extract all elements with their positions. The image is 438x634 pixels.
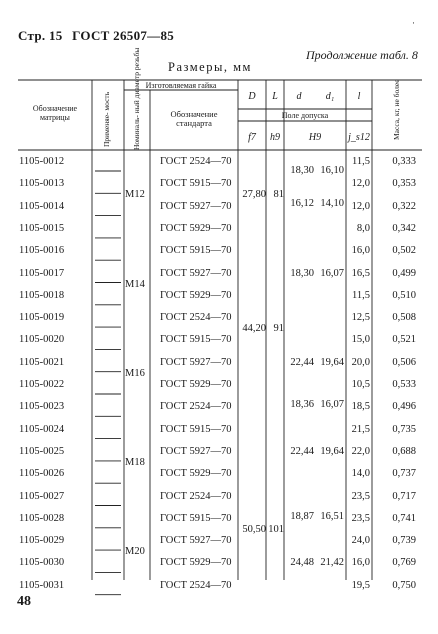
tol-l: j_s12 bbox=[348, 132, 370, 143]
row-designation: 1105-0029 bbox=[19, 535, 65, 547]
row-nut-standard: ГОСТ 5929—70 bbox=[160, 289, 232, 301]
value-L: 91 bbox=[273, 323, 284, 335]
row-l: 22,0 bbox=[351, 445, 370, 457]
value-d1: 19,64 bbox=[320, 356, 344, 368]
value-d: 18,36 bbox=[290, 399, 314, 411]
row-l: 12,5 bbox=[351, 312, 370, 324]
col-header-nut-group: Изготовляемая гайка bbox=[145, 81, 217, 90]
row-l: 19,5 bbox=[351, 579, 370, 591]
value-L: 81 bbox=[273, 189, 284, 201]
value-D: 27,80 bbox=[242, 189, 266, 201]
row-nut-standard: ГОСТ 5915—70 bbox=[160, 512, 232, 524]
row-designation: 1105-0019 bbox=[19, 312, 65, 324]
col-header-nominal-thread: Номиналь- ный диаметр резьбы bbox=[131, 47, 141, 150]
row-designation: 1105-0020 bbox=[19, 334, 65, 346]
row-nut-standard: ГОСТ 5915—70 bbox=[160, 178, 232, 190]
row-nut-standard: ГОСТ 2524—70 bbox=[160, 312, 232, 324]
tolerance-field-label: Поле допуска bbox=[281, 111, 329, 120]
value-d: 18,87 bbox=[290, 510, 314, 522]
row-designation: 1105-0017 bbox=[19, 267, 65, 279]
row-l: 16,0 bbox=[351, 557, 370, 569]
continuation-note: Продолжение табл. 8 bbox=[306, 48, 418, 62]
col-header-designation: Обозначение матрицы bbox=[32, 104, 78, 122]
row-l: 16,5 bbox=[351, 267, 370, 279]
dimensions-caption: Размеры, мм bbox=[168, 60, 252, 74]
value-d: 16,12 bbox=[290, 198, 314, 210]
row-mass: 0,769 bbox=[392, 557, 416, 569]
row-mass: 0,741 bbox=[392, 512, 416, 524]
row-l: 18,5 bbox=[351, 401, 370, 413]
col-header-D: D bbox=[248, 91, 256, 102]
row-l: 15,0 bbox=[351, 334, 370, 346]
value-d: 18,30 bbox=[290, 267, 314, 279]
value-d: 18,30 bbox=[290, 164, 314, 176]
row-l: 10,5 bbox=[351, 379, 370, 390]
corner-mark: · bbox=[412, 18, 415, 28]
value-d: 22,44 bbox=[290, 356, 314, 368]
row-nut-standard: ГОСТ 5929—70 bbox=[160, 468, 232, 480]
thread-diameter: M14 bbox=[125, 278, 145, 290]
row-nut-standard: ГОСТ 5929—70 bbox=[160, 557, 232, 569]
row-designation: 1105-0027 bbox=[19, 490, 65, 502]
row-l: 8,0 bbox=[356, 222, 370, 234]
row-nut-standard: ГОСТ 5915—70 bbox=[160, 334, 232, 346]
row-nut-standard: ГОСТ 2524—70 bbox=[160, 401, 232, 413]
row-nut-standard: ГОСТ 2524—70 bbox=[160, 156, 232, 167]
row-designation: 1105-0014 bbox=[19, 200, 65, 212]
col-header-L: L bbox=[272, 91, 278, 102]
row-mass: 0,735 bbox=[392, 423, 416, 435]
value-D: 50,50 bbox=[242, 523, 266, 535]
row-mass: 0,499 bbox=[392, 267, 416, 279]
row-nut-standard: ГОСТ 5927—70 bbox=[160, 445, 232, 457]
row-mass: 0,533 bbox=[392, 379, 416, 390]
row-designation: 1105-0024 bbox=[19, 423, 65, 435]
row-designation: 1105-0021 bbox=[19, 356, 65, 368]
row-nut-standard: ГОСТ 2524—70 bbox=[160, 490, 232, 502]
row-nut-standard: ГОСТ 5927—70 bbox=[160, 267, 232, 279]
row-l: 16,0 bbox=[351, 245, 370, 257]
row-designation: 1105-0012 bbox=[19, 156, 65, 167]
row-nut-standard: ГОСТ 5929—70 bbox=[160, 222, 232, 234]
row-mass: 0,688 bbox=[392, 445, 416, 457]
row-mass: 0,750 bbox=[392, 579, 416, 591]
row-mass: 0,322 bbox=[392, 200, 416, 212]
row-designation: 1105-0025 bbox=[19, 445, 65, 457]
row-l: 24,0 bbox=[351, 535, 370, 547]
row-nut-standard: ГОСТ 5927—70 bbox=[160, 535, 232, 547]
row-mass: 0,510 bbox=[392, 289, 416, 301]
page-number: 48 bbox=[17, 594, 31, 609]
row-mass: 0,506 bbox=[392, 356, 416, 368]
row-nut-standard: ГОСТ 5929—70 bbox=[160, 379, 232, 390]
row-mass: 0,508 bbox=[392, 312, 416, 324]
row-designation: 1105-0030 bbox=[19, 557, 65, 569]
thread-diameter: M16 bbox=[125, 367, 145, 379]
row-mass: 0,353 bbox=[392, 178, 416, 190]
row-designation: 1105-0015 bbox=[19, 222, 65, 234]
row-l: 23,5 bbox=[351, 512, 370, 524]
row-l: 20,0 bbox=[351, 356, 370, 368]
row-l: 12,0 bbox=[351, 200, 370, 212]
row-mass: 0,521 bbox=[392, 334, 416, 346]
value-d1: 16,10 bbox=[320, 164, 344, 176]
row-nut-standard: ГОСТ 5915—70 bbox=[160, 423, 232, 435]
row-nut-standard: ГОСТ 5915—70 bbox=[160, 245, 232, 257]
row-l: 14,0 bbox=[351, 468, 370, 480]
col-header-d: d bbox=[296, 91, 302, 102]
page-label: Стр. 15 bbox=[18, 28, 63, 43]
value-d1: 16,07 bbox=[320, 267, 344, 279]
row-nut-standard: ГОСТ 2524—70 bbox=[160, 579, 232, 591]
thread-diameter: M12 bbox=[125, 189, 145, 201]
row-nut-standard: ГОСТ 5927—70 bbox=[160, 200, 232, 212]
tol-d-d1: H9 bbox=[308, 132, 322, 143]
col-header-application: Применяе- мость bbox=[101, 91, 111, 147]
row-mass: 0,739 bbox=[392, 535, 416, 547]
row-designation: 1105-0028 bbox=[19, 512, 65, 524]
row-designation: 1105-0013 bbox=[19, 178, 65, 190]
value-d1: 16,51 bbox=[320, 510, 344, 522]
col-header-nut-standard: Обозначение стандарта bbox=[170, 109, 218, 128]
row-designation: 1105-0031 bbox=[19, 579, 65, 591]
value-d1: 14,10 bbox=[320, 198, 344, 210]
row-mass: 0,342 bbox=[392, 222, 416, 234]
value-d: 24,48 bbox=[290, 557, 314, 569]
row-designation: 1105-0016 bbox=[19, 245, 65, 257]
col-header-d1: d₁ bbox=[325, 91, 335, 102]
row-designation: 1105-0023 bbox=[19, 401, 65, 413]
row-mass: 0,496 bbox=[392, 401, 416, 413]
row-l: 11,5 bbox=[352, 289, 370, 301]
value-d: 22,44 bbox=[290, 445, 314, 457]
row-l: 11,5 bbox=[352, 156, 370, 167]
row-l: 23,5 bbox=[351, 490, 370, 502]
col-header-l: l bbox=[357, 91, 361, 102]
row-l: 21,5 bbox=[351, 423, 370, 435]
value-d1: 19,64 bbox=[320, 445, 344, 457]
tol-L: h9 bbox=[270, 132, 280, 143]
row-designation: 1105-0026 bbox=[19, 468, 65, 480]
tol-D: f7 bbox=[248, 132, 256, 143]
value-d1: 16,07 bbox=[320, 399, 344, 411]
standard-number: ГОСТ 26507—85 bbox=[72, 28, 175, 43]
row-nut-standard: ГОСТ 5927—70 bbox=[160, 356, 232, 368]
row-l: 12,0 bbox=[351, 178, 370, 190]
row-mass: 0,502 bbox=[392, 245, 416, 257]
value-D: 44,20 bbox=[242, 323, 266, 335]
value-d1: 21,42 bbox=[320, 557, 344, 569]
thread-diameter: M20 bbox=[125, 546, 145, 558]
col-header-mass: Масса, кг, не более bbox=[391, 79, 401, 140]
row-designation: 1105-0018 bbox=[19, 289, 65, 301]
row-designation: 1105-0022 bbox=[19, 379, 65, 390]
value-L: 101 bbox=[268, 523, 284, 535]
row-mass: 0,717 bbox=[392, 490, 416, 502]
row-mass: 0,333 bbox=[392, 156, 416, 167]
row-mass: 0,737 bbox=[392, 468, 416, 480]
thread-diameter: M18 bbox=[125, 457, 145, 469]
